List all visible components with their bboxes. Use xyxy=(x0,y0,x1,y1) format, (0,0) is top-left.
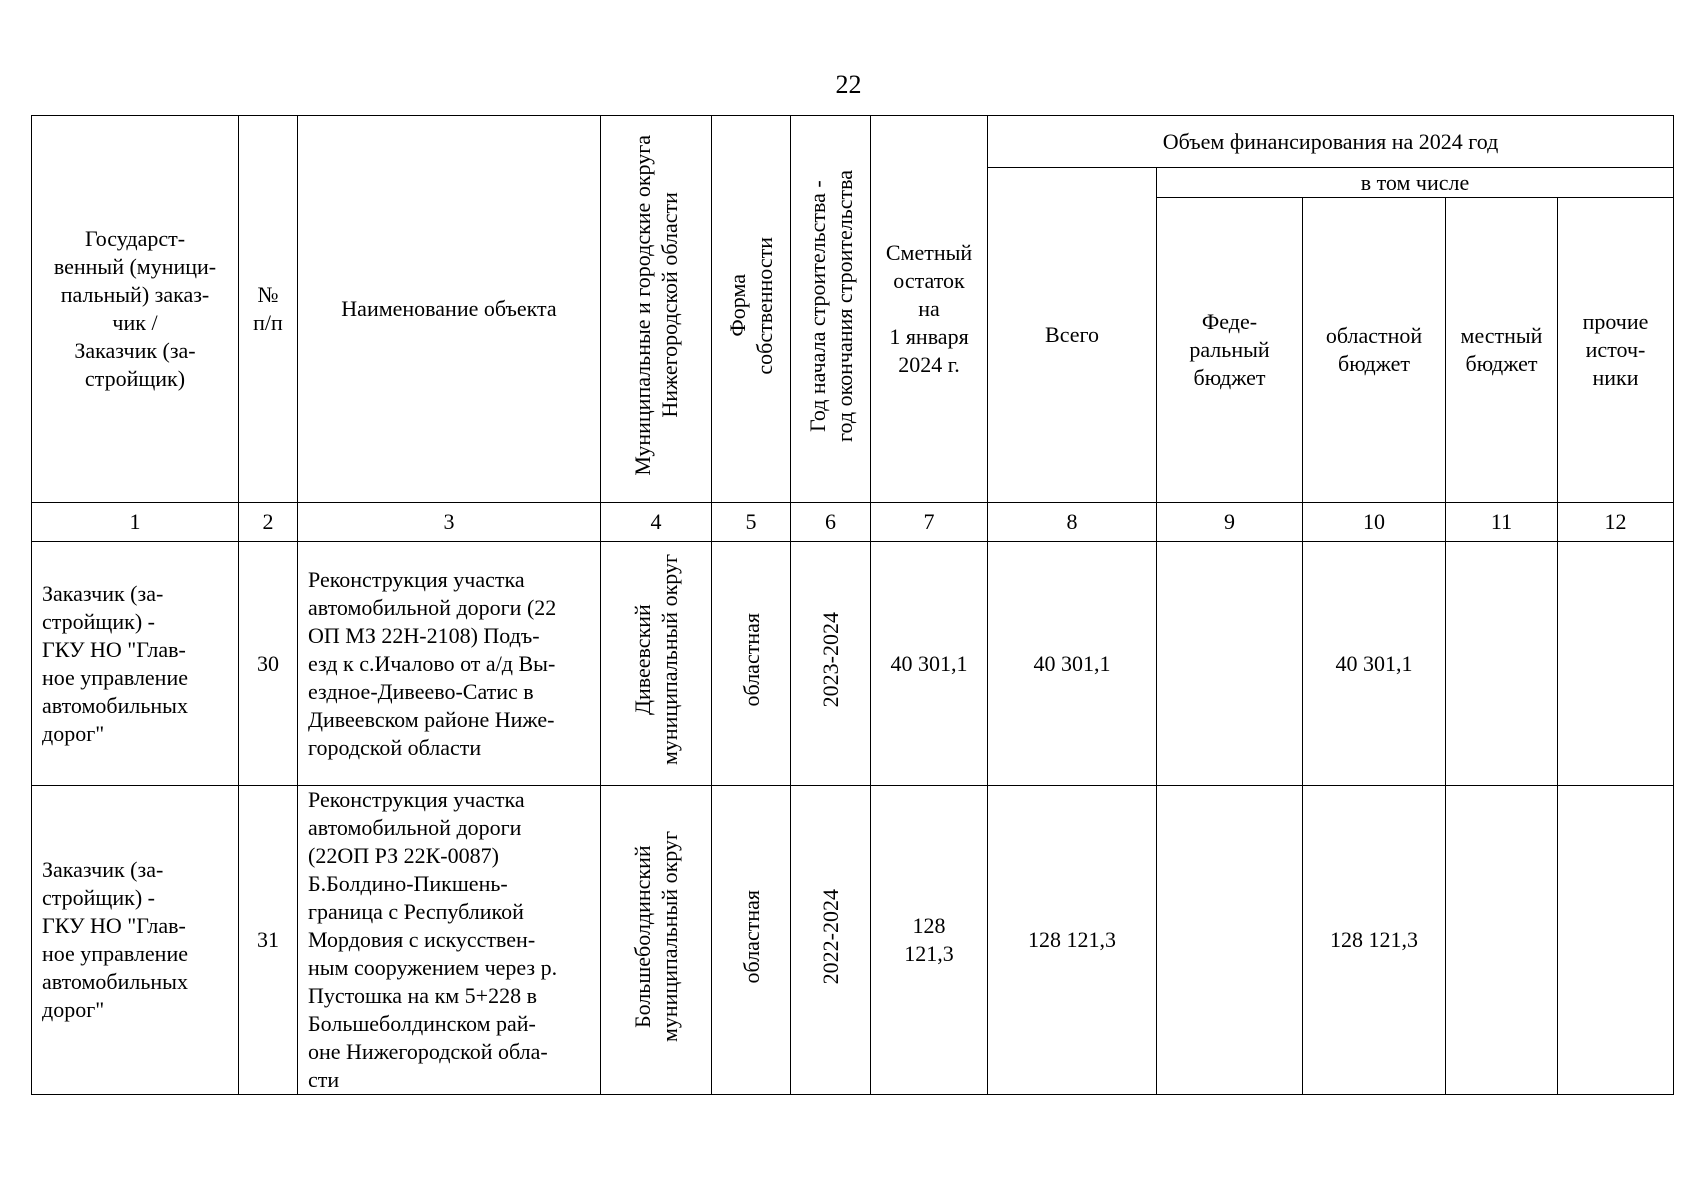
column-number: 6 xyxy=(791,503,871,542)
header-federal: Феде- ральный бюджет xyxy=(1157,198,1303,503)
federal-cell xyxy=(1157,542,1303,786)
table-row xyxy=(32,542,1674,786)
years-cell: 2022-2024 xyxy=(791,786,871,1095)
row-number-cell: 30 xyxy=(239,542,298,786)
financing-table xyxy=(31,115,1674,1095)
header-customer: Государст- венный (муници- пальный) заказ- чик / Заказчик (за- стройщик) xyxy=(32,116,239,503)
ownership-cell: областная xyxy=(712,542,791,786)
column-number: 2 xyxy=(239,503,298,542)
header-including: в том числе xyxy=(1157,168,1674,198)
local-cell xyxy=(1446,542,1558,786)
header-construction-years: Год начала строительства - год окончания строительства xyxy=(791,116,871,503)
header-regional: областной бюджет xyxy=(1303,198,1446,503)
column-number: 9 xyxy=(1157,503,1303,542)
column-number: 7 xyxy=(871,503,988,542)
local-cell xyxy=(1446,786,1558,1095)
district-cell: Большеболдинский муниципальный округ xyxy=(601,786,712,1095)
remainder-cell: 128 121,3 xyxy=(871,786,988,1095)
column-number: 5 xyxy=(712,503,791,542)
column-number: 3 xyxy=(298,503,601,542)
column-number: 11 xyxy=(1446,503,1558,542)
customer-cell: Заказчик (за- стройщик) - ГКУ НО "Глав- ное управление автомобильных дорог" xyxy=(32,542,239,786)
table-row xyxy=(32,786,1674,1095)
years-cell: 2023-2024 xyxy=(791,542,871,786)
column-number: 8 xyxy=(988,503,1157,542)
header-local: местный бюджет xyxy=(1446,198,1558,503)
header-total: Всего xyxy=(988,168,1157,503)
header-estimated-remainder: Сметный остаток на 1 января 2024 г. xyxy=(871,116,988,503)
header-object-name: Наименование объекта xyxy=(298,116,601,503)
header-number: № п/п xyxy=(239,116,298,503)
column-number: 10 xyxy=(1303,503,1446,542)
customer-cell: Заказчик (за- стройщик) - ГКУ НО "Глав- ное управление автомобильных дорог" xyxy=(32,786,239,1095)
total-cell: 128 121,3 xyxy=(988,786,1157,1095)
other-cell xyxy=(1558,542,1674,786)
header-ownership: Форма собственности xyxy=(712,116,791,503)
regional-cell: 128 121,3 xyxy=(1303,786,1446,1095)
federal-cell xyxy=(1157,786,1303,1095)
other-cell xyxy=(1558,786,1674,1095)
regional-cell: 40 301,1 xyxy=(1303,542,1446,786)
object-name-cell: Реконструкция участка автомобильной дороги (22 ОП МЗ 22Н-2108) Подъ- езд к с.Ичалово от а/д Вы- ездное-Дивеево-Сатис в Дивеевском районе Ниже- городской области xyxy=(298,542,601,786)
page-number: 22 xyxy=(835,70,862,99)
remainder-cell: 40 301,1 xyxy=(871,542,988,786)
header-financing: Объем финансирования на 2024 год xyxy=(988,116,1674,168)
total-cell: 40 301,1 xyxy=(988,542,1157,786)
header-district: Муниципальные и городские округа Нижегородской области xyxy=(601,116,712,503)
column-number: 12 xyxy=(1558,503,1674,542)
header-other: прочие источ- ники xyxy=(1558,198,1674,503)
column-number: 4 xyxy=(601,503,712,542)
column-number: 1 xyxy=(32,503,239,542)
column-numbers-row xyxy=(32,503,1674,542)
row-number-cell: 31 xyxy=(239,786,298,1095)
object-name-cell: Реконструкция участка автомобильной дороги (22ОП РЗ 22К-0087) Б.Болдино-Пикшень- граница с Республикой Мордовия с искусствен- ным сооружением через р. Пустошка на км 5+228 в Большеболдинском рай- оне Нижегородской обла- сти xyxy=(298,786,601,1095)
ownership-cell: областная xyxy=(712,786,791,1095)
district-cell: Дивеевский муниципальный округ xyxy=(601,542,712,786)
